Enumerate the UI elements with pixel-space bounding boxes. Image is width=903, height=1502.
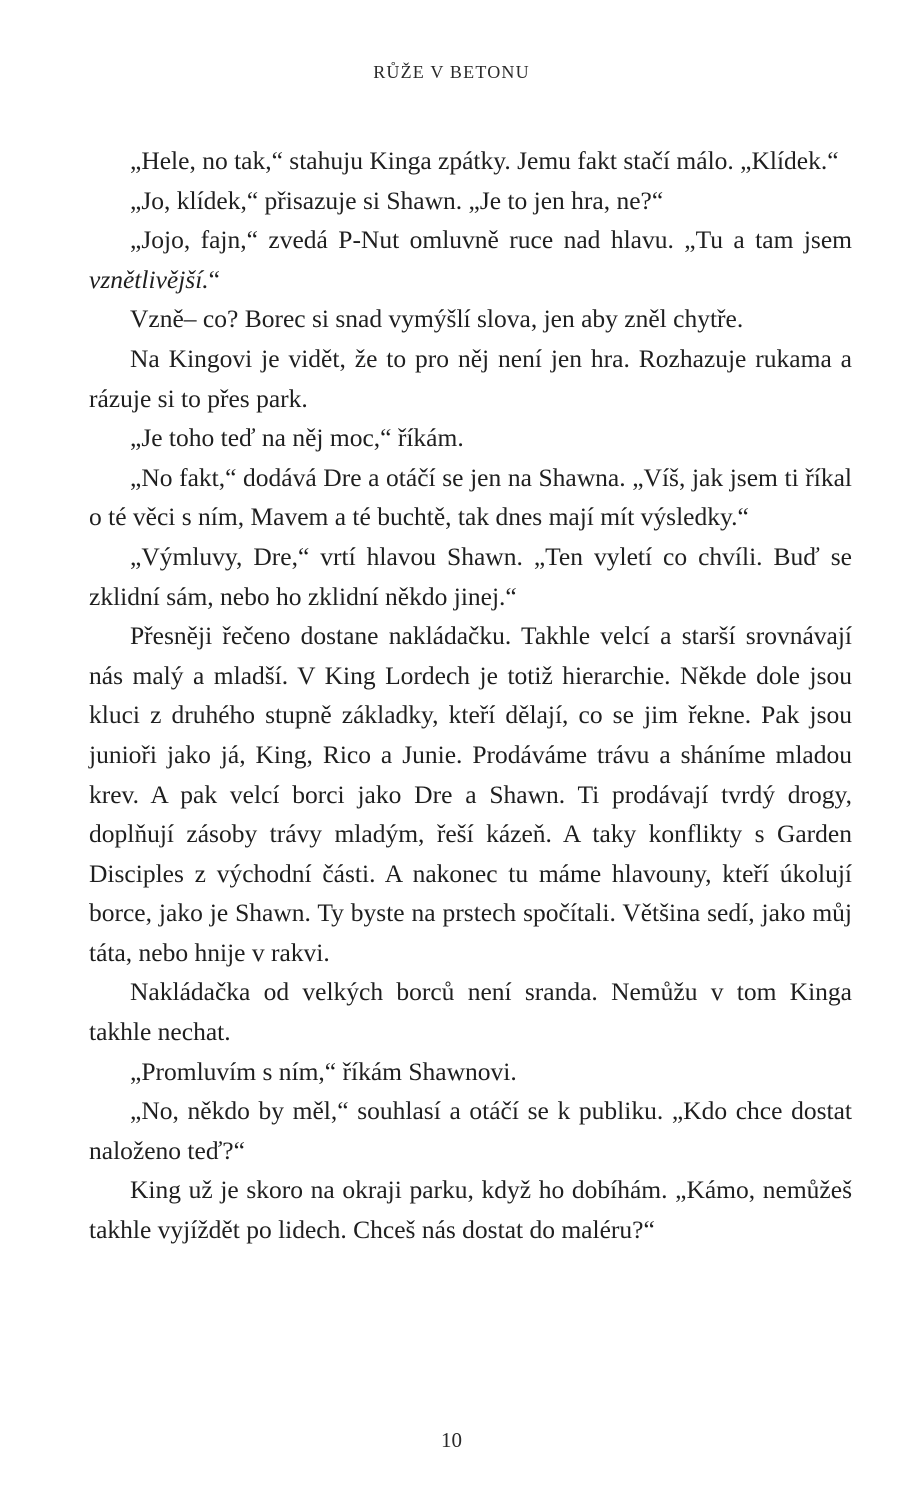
text-segment: „No fakt,“ dodává Dre a otáčí se jen na Shawna. „Víš, jak jsem ti říkal o té věci s ním, Mavem a té buchtě, tak dnes mají mít výsledky.“	[89, 462, 852, 532]
paragraph	[89, 220, 852, 299]
text-segment: „Promluvím s ním,“ říkám Shawnovi.	[130, 1056, 517, 1086]
text-segment: Nakládačka od velkých borců není sranda. Nemůžu v tom Kinga takhle nechat.	[89, 977, 852, 1047]
running-head: RŮŽE V BETONU	[373, 62, 530, 82]
text-segment: Na Kingovi je vidět, že to pro něj není jen hra. Rozhazuje rukama a rázuje si to přes park.	[89, 343, 852, 413]
paragraph	[89, 1170, 852, 1249]
paragraph	[89, 972, 852, 1051]
text-segment: Přesněji řečeno dostane nakládačku. Takhle velcí a starší srovnávají nás malý a mladší. V King Lordech je totiž hierarchie. Někde dole jsou kluci z druhého stupně základky, kteří dělají, co se jim řekne. Pak jsou junioři jako já, King, Rico a Junie. Prodáváme trávu a sháníme mladou krev. A pak velcí borci jako Dre a Shawn. Ti prodávají tvrdý drogy, doplňují zásoby trávy mladým, řeší kázeň. A taky konflikty s Garden Disciples z východní části. A nakonec tu máme hlavouny, kteří úkolují borce, jako je Shawn. Ty byste na prstech spočítali. Většina sedí, jako můj táta, nebo hnije v rakvi.	[89, 621, 852, 967]
body-text	[89, 141, 852, 1250]
text-segment: “	[208, 264, 220, 294]
text-segment: „No, někdo by měl,“ souhlasí a otáčí se k publiku. „Kdo chce dostat naloženo teď?“	[89, 1096, 852, 1165]
paragraph	[89, 458, 852, 537]
paragraph	[89, 1052, 852, 1092]
paragraph	[89, 181, 852, 221]
text-segment: „Jo, klídek,“ přisazuje si Shawn. „Je to jen hra, ne?“	[130, 185, 664, 215]
paragraph	[89, 299, 852, 339]
paragraph	[89, 141, 852, 181]
paragraph	[89, 1091, 852, 1170]
text-segment: Vzně– co? Borec si snad vymýšlí slova, jen aby zněl chytře.	[130, 304, 744, 334]
paragraph	[89, 616, 852, 972]
text-segment: „Hele, no tak,“ stahuju Kinga zpátky. Jemu fakt stačí málo. „Klídek.“	[130, 146, 839, 175]
paragraph	[89, 537, 852, 616]
paragraph	[89, 418, 852, 458]
text-segment: „Je toho teď na něj moc,“ říkám.	[130, 423, 464, 453]
paragraph	[89, 339, 852, 418]
page-number: 10	[441, 1428, 462, 1452]
italic-text: vznětlivější.	[89, 264, 209, 294]
text-segment: „Výmluvy, Dre,“ vrtí hlavou Shawn. „Ten vyletí co chvíli. Buď se zklidní sám, nebo ho zklidní někdo jinej.“	[89, 541, 852, 611]
text-segment: King už je skoro na okraji parku, když ho dobíhám. „Kámo, nemůžeš takhle vyjíždět po lidech. Chceš nás dostat do maléru?“	[89, 1175, 852, 1245]
text-segment: „Jojo, fajn,“ zvedá P-Nut omluvně ruce nad hlavu. „Tu a tam jsem	[130, 225, 852, 255]
